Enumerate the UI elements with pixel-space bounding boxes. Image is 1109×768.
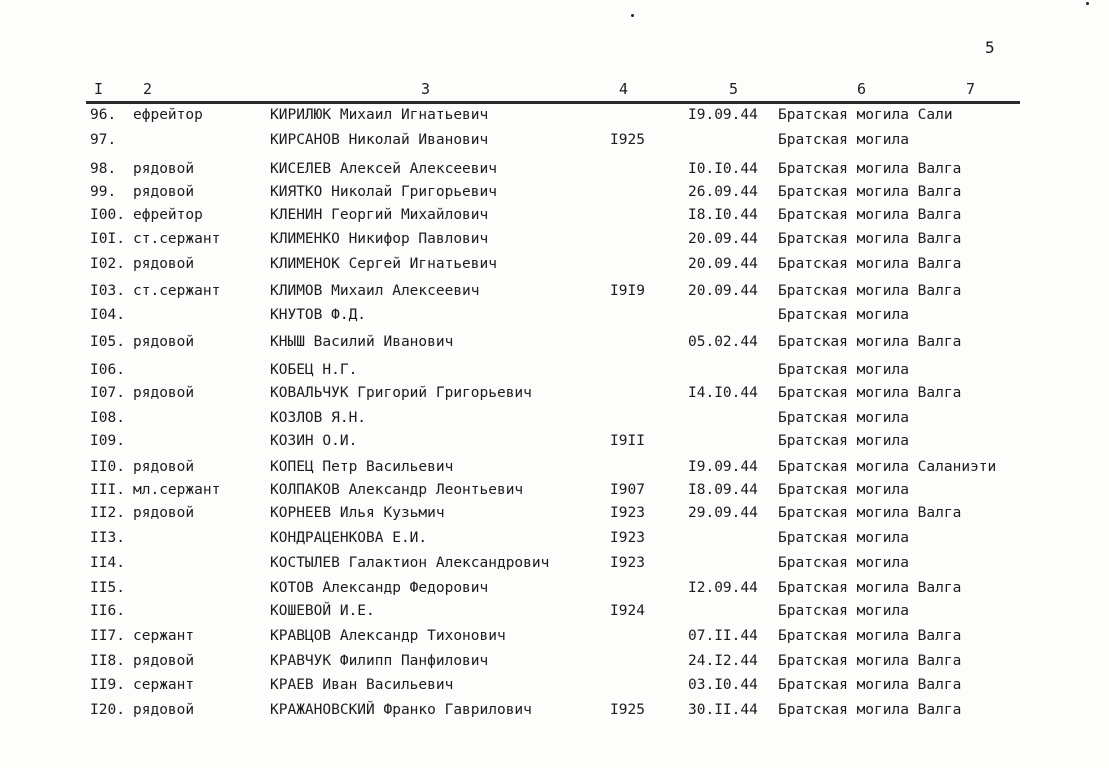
- entry-birth-year: I925: [610, 702, 645, 718]
- entry-number: III.: [90, 482, 125, 498]
- entry-death-date: 20.09.44: [688, 256, 758, 272]
- entry-number: II3.: [90, 530, 125, 546]
- entry-number: I05.: [90, 334, 125, 350]
- entry-number: I0I.: [90, 231, 125, 247]
- entry-burial-place: Братская могила Валга: [778, 334, 962, 350]
- entry-number: II2.: [90, 505, 125, 521]
- entry-death-date: I4.I0.44: [688, 385, 758, 401]
- table-row: [0, 107, 1109, 129]
- entry-name: КОЛПАКОВ Александр Леонтьевич: [270, 482, 524, 498]
- entry-name: КЛЕНИН Георгий Михайлович: [270, 207, 489, 223]
- table-row: [0, 132, 1109, 154]
- entry-name: КРАЖАНОВСКИЙ Франко Гаврилович: [270, 702, 532, 718]
- entry-burial-place: Братская могила Валга: [778, 231, 962, 247]
- entry-rank: рядовой: [133, 334, 195, 350]
- entry-number: I02.: [90, 256, 125, 272]
- entry-number: II4.: [90, 555, 125, 571]
- entry-birth-year: I923: [610, 505, 645, 521]
- header-divider: [86, 101, 1020, 104]
- entry-rank: рядовой: [133, 702, 195, 718]
- entry-death-date: 20.09.44: [688, 283, 758, 299]
- entry-name: КОБЕЦ Н.Г.: [270, 362, 358, 378]
- entry-burial-place: Братская могила Валга: [778, 161, 962, 177]
- entry-burial-place: Братская могила Валга: [778, 653, 962, 669]
- entry-rank: рядовой: [133, 184, 195, 200]
- entry-number: II0.: [90, 459, 125, 475]
- table-row: [0, 603, 1109, 625]
- entry-burial-place: Братская могила Сали: [778, 107, 953, 123]
- column-header-row: [0, 80, 1109, 98]
- entry-birth-year: I923: [610, 530, 645, 546]
- entry-name: КОЗЛОВ Я.Н.: [270, 410, 367, 426]
- entry-name: КИСЕЛЕВ Алексей Алексеевич: [270, 161, 497, 177]
- entry-birth-year: I923: [610, 555, 645, 571]
- entry-number: II9.: [90, 677, 125, 693]
- entry-birth-year: I924: [610, 603, 645, 619]
- entry-burial-place: Братская могила Валга: [778, 628, 962, 644]
- table-row: [0, 530, 1109, 552]
- entry-number: I03.: [90, 283, 125, 299]
- table-row: [0, 677, 1109, 699]
- entry-name: КОВАЛЬЧУК Григорий Григорьевич: [270, 385, 532, 401]
- entry-number: 97.: [90, 132, 117, 148]
- table-row: [0, 283, 1109, 305]
- entry-burial-place: Братская могила Валга: [778, 702, 962, 718]
- entry-death-date: 29.09.44: [688, 505, 758, 521]
- entry-number: I04.: [90, 307, 125, 323]
- entry-name: КОСТЫЛЕВ Галактион Александрович: [270, 555, 550, 571]
- entry-number: II6.: [90, 603, 125, 619]
- column-header-6: 6: [857, 80, 867, 98]
- entry-death-date: 26.09.44: [688, 184, 758, 200]
- table-row: [0, 433, 1109, 455]
- entry-burial-place: Братская могила Валга: [778, 385, 962, 401]
- entry-number: 96.: [90, 107, 117, 123]
- entry-death-date: 24.I2.44: [688, 653, 758, 669]
- entry-death-date: 05.02.44: [688, 334, 758, 350]
- entry-burial-place: Братская могила: [778, 555, 909, 571]
- entry-name: КИРСАНОВ Николай Иванович: [270, 132, 489, 148]
- entry-burial-place: Братская могила: [778, 132, 909, 148]
- entry-rank: рядовой: [133, 385, 195, 401]
- entry-number: I09.: [90, 433, 125, 449]
- table-row: [0, 505, 1109, 527]
- entry-birth-year: I9II: [610, 433, 645, 449]
- entry-burial-place: Братская могила Валга: [778, 283, 962, 299]
- entry-death-date: I9.09.44: [688, 107, 758, 123]
- entry-number: II8.: [90, 653, 125, 669]
- entry-death-date: 30.II.44: [688, 702, 758, 718]
- entry-rank: рядовой: [133, 505, 195, 521]
- entry-rank: рядовой: [133, 653, 195, 669]
- entry-burial-place: Братская могила: [778, 433, 909, 449]
- table-row: [0, 385, 1109, 407]
- entry-death-date: 07.II.44: [688, 628, 758, 644]
- entry-number: II5.: [90, 580, 125, 596]
- entry-burial-place: Братская могила Валга: [778, 580, 962, 596]
- entry-birth-year: I907: [610, 482, 645, 498]
- table-row: [0, 555, 1109, 577]
- table-row: [0, 459, 1109, 481]
- entry-name: КЛИМЕНОК Сергей Игнатьевич: [270, 256, 497, 272]
- entry-rank: сержант: [133, 677, 195, 693]
- entry-number: I20.: [90, 702, 125, 718]
- entry-burial-place: Братская могила: [778, 482, 909, 498]
- table-row: [0, 580, 1109, 602]
- entry-name: КОТОВ Александр Федорович: [270, 580, 489, 596]
- entry-name: КНУТОВ Ф.Д.: [270, 307, 367, 323]
- entry-number: I08.: [90, 410, 125, 426]
- entry-death-date: I8.I0.44: [688, 207, 758, 223]
- page-number: 5: [985, 38, 995, 57]
- entry-number: I00.: [90, 207, 125, 223]
- entry-name: КРАВЦОВ Александр Тихонович: [270, 628, 506, 644]
- entry-name: КРАВЧУК Филипп Панфилович: [270, 653, 489, 669]
- entry-name: КЛИМЕНКО Никифор Павлович: [270, 231, 489, 247]
- entry-number: II7.: [90, 628, 125, 644]
- ink-speck: [1086, 2, 1089, 5]
- table-row: [0, 184, 1109, 206]
- entry-burial-place: Братская могила: [778, 410, 909, 426]
- entry-burial-place: Братская могила Саланиэти: [778, 459, 997, 475]
- table-row: [0, 307, 1109, 329]
- entry-burial-place: Братская могила: [778, 362, 909, 378]
- entry-name: КИРИЛЮК Михаил Игнатьевич: [270, 107, 489, 123]
- entry-death-date: I8.09.44: [688, 482, 758, 498]
- entry-number: I06.: [90, 362, 125, 378]
- entry-number: 98.: [90, 161, 117, 177]
- entry-death-date: I9.09.44: [688, 459, 758, 475]
- entry-rank: ефрейтор: [133, 107, 203, 123]
- entry-rank: мл.сержант: [133, 482, 221, 498]
- entry-burial-place: Братская могила: [778, 603, 909, 619]
- table-row: [0, 482, 1109, 504]
- entry-death-date: 20.09.44: [688, 231, 758, 247]
- entry-name: КОШЕВОЙ И.Е.: [270, 603, 375, 619]
- entry-burial-place: Братская могила: [778, 530, 909, 546]
- entry-name: КОЗИН О.И.: [270, 433, 358, 449]
- entry-burial-place: Братская могила: [778, 307, 909, 323]
- entry-death-date: I2.09.44: [688, 580, 758, 596]
- column-header-2: 2: [143, 80, 153, 98]
- entry-rank: рядовой: [133, 256, 195, 272]
- entry-rank: сержант: [133, 628, 195, 644]
- table-row: [0, 161, 1109, 183]
- entry-name: КНЫШ Василий Иванович: [270, 334, 454, 350]
- entry-rank: ст.сержант: [133, 283, 221, 299]
- entry-name: КРАЕВ Иван Васильевич: [270, 677, 454, 693]
- entry-name: КОПЕЦ Петр Васильевич: [270, 459, 454, 475]
- entry-death-date: I0.I0.44: [688, 161, 758, 177]
- entry-number: I07.: [90, 385, 125, 401]
- entry-death-date: 03.I0.44: [688, 677, 758, 693]
- ink-speck: [631, 14, 634, 17]
- table-row: [0, 702, 1109, 724]
- entry-burial-place: Братская могила Валга: [778, 677, 962, 693]
- column-header-3: 3: [421, 80, 431, 98]
- table-row: [0, 231, 1109, 253]
- entry-name: КИЯТКО Николай Григорьевич: [270, 184, 497, 200]
- entry-rank: ст.сержант: [133, 231, 221, 247]
- table-row: [0, 362, 1109, 384]
- entry-name: КОНДРАЦЕНКОВА Е.И.: [270, 530, 428, 546]
- entry-birth-year: I925: [610, 132, 645, 148]
- entry-burial-place: Братская могила Валга: [778, 505, 962, 521]
- table-row: [0, 207, 1109, 229]
- entry-burial-place: Братская могила Валга: [778, 184, 962, 200]
- column-header-7: 7: [966, 80, 976, 98]
- column-header-5: 5: [729, 80, 739, 98]
- table-row: [0, 256, 1109, 278]
- column-header-4: 4: [619, 80, 629, 98]
- column-header-1: I: [94, 80, 104, 98]
- table-row: [0, 410, 1109, 432]
- entry-name: КОРНЕЕВ Илья Кузьмич: [270, 505, 445, 521]
- entry-number: 99.: [90, 184, 117, 200]
- entry-burial-place: Братская могила Валга: [778, 256, 962, 272]
- table-row: [0, 334, 1109, 356]
- entry-birth-year: I9I9: [610, 283, 645, 299]
- table-row: [0, 628, 1109, 650]
- entry-rank: рядовой: [133, 161, 195, 177]
- entry-burial-place: Братская могила Валга: [778, 207, 962, 223]
- entry-name: КЛИМОВ Михаил Алексеевич: [270, 283, 480, 299]
- table-row: [0, 653, 1109, 675]
- entry-rank: рядовой: [133, 459, 195, 475]
- entry-rank: ефрейтор: [133, 207, 203, 223]
